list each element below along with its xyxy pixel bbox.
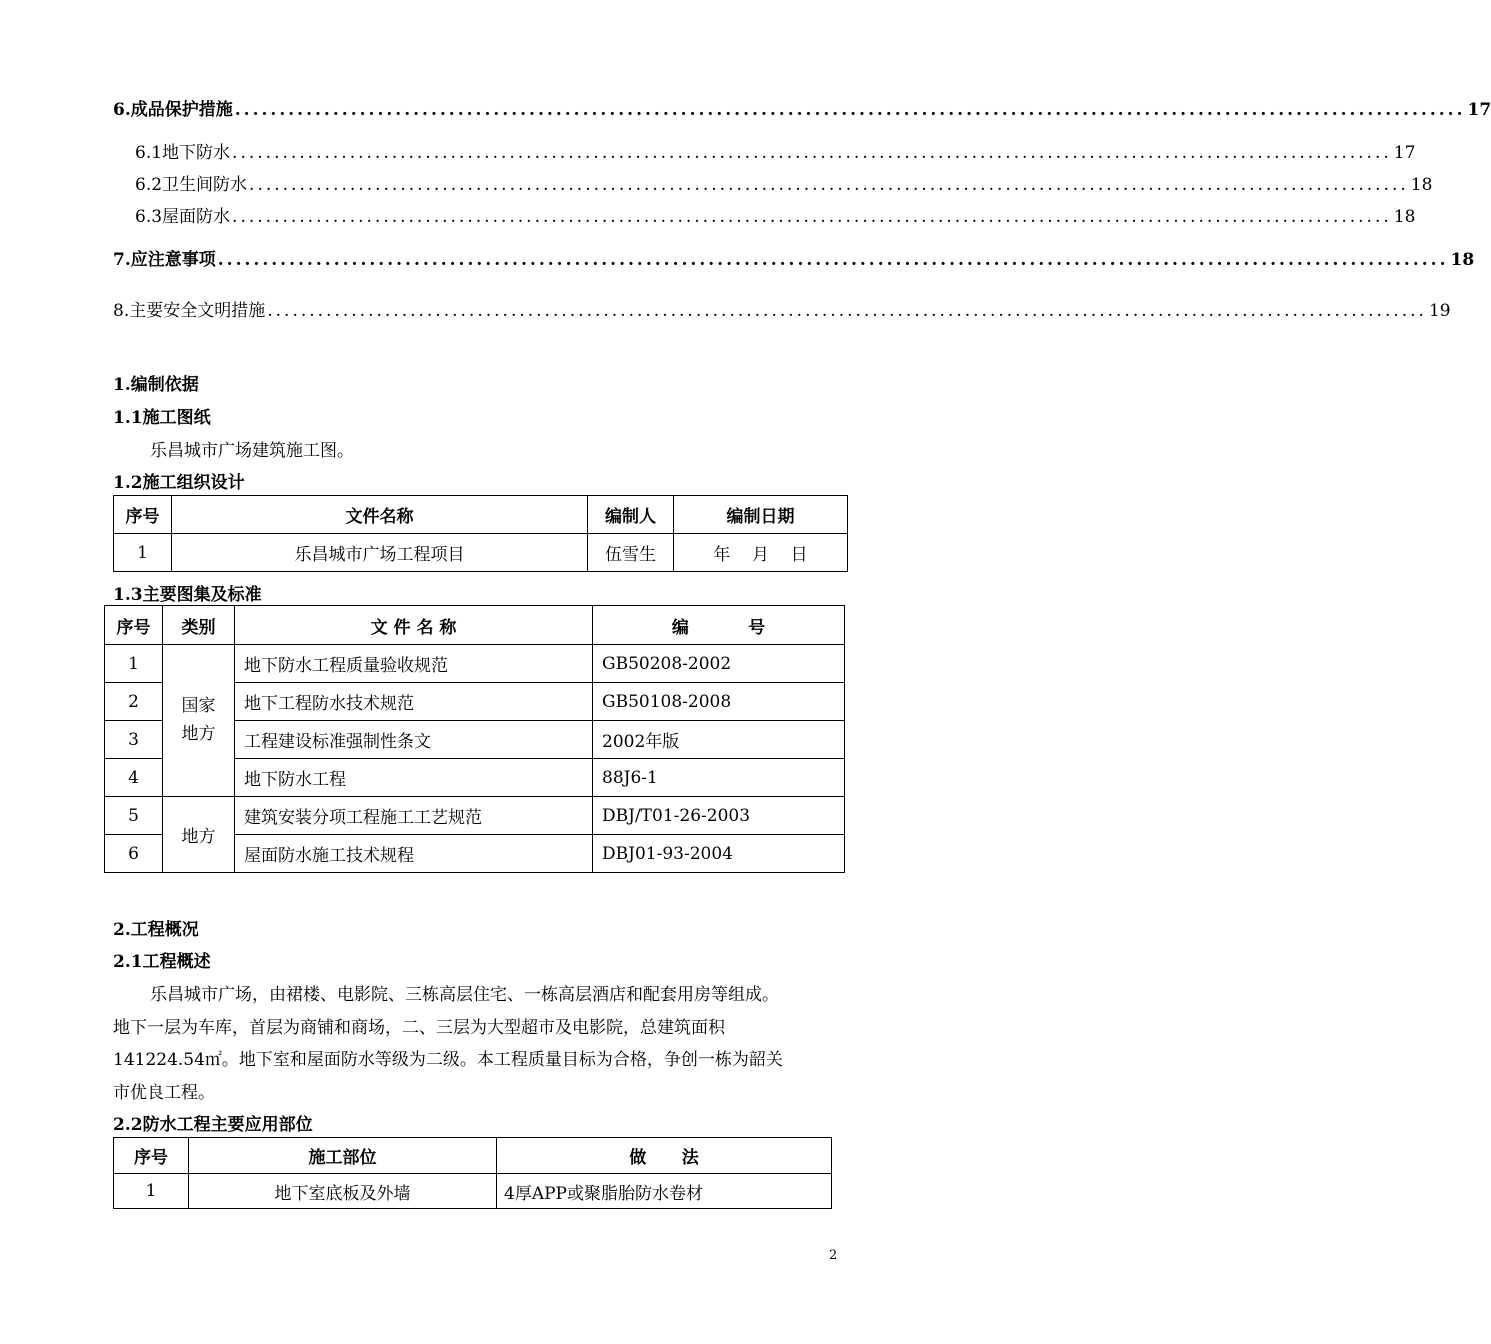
section-1-2-heading: 1.2施工组织设计	[113, 473, 245, 493]
toc-entry-title: 6.1地下防水	[135, 143, 231, 163]
toc-entry-title: 6.2卫生间防水	[135, 175, 248, 195]
toc-leader: ..........................................................................................................................................	[267, 301, 1427, 321]
table-row	[114, 534, 848, 572]
cell-category-local: 地方	[163, 797, 235, 873]
section-2-2-heading: 2.2防水工程主要应用部位	[113, 1115, 313, 1135]
cell-code: 2002年版	[593, 721, 845, 759]
cell-author: 伍雪生	[588, 534, 674, 572]
cell-file-name: 地下防水工程质量验收规范	[235, 645, 593, 683]
toc-entry-page: 17	[1467, 100, 1491, 120]
toc-entry-6-3[interactable]	[135, 202, 1416, 227]
cell-file-name: 地下防水工程	[235, 759, 593, 797]
cell-code: GB50108-2008	[593, 683, 845, 721]
cell-file-name: 乐昌城市广场工程项目	[172, 534, 588, 572]
header-method: 做 法	[497, 1138, 832, 1174]
toc-entry-6-2[interactable]	[135, 170, 1433, 195]
cell-no: 3	[105, 721, 163, 759]
cell-file-name: 工程建设标准强制性条文	[235, 721, 593, 759]
toc-entry-page: 17	[1393, 143, 1416, 163]
waterproof-application-table	[113, 1137, 832, 1209]
toc-entry-title: 6.成品保护措施	[113, 100, 233, 120]
standards-table	[104, 605, 845, 873]
cell-no: 4	[105, 759, 163, 797]
cell-location: 地下室底板及外墙	[189, 1174, 497, 1209]
overview-line-4: 市优良工程。	[113, 1083, 215, 1103]
header-category: 类别	[163, 606, 235, 645]
toc-leader: ..........................................................................................................................................	[232, 143, 1392, 163]
toc-leader: ..........................................................................................................................................	[217, 250, 1449, 270]
cell-file-name: 屋面防水施工技术规程	[235, 835, 593, 873]
header-file-name: 文 件 名 称	[235, 606, 593, 645]
header-file-name: 文件名称	[172, 496, 588, 534]
section-1-1-text: 乐昌城市广场建筑施工图。	[150, 441, 354, 461]
header-location: 施工部位	[189, 1138, 497, 1174]
header-no: 序号	[114, 496, 172, 534]
toc-entry-7[interactable]	[113, 245, 1475, 270]
toc-entry-page: 19	[1428, 301, 1451, 321]
cell-no: 2	[105, 683, 163, 721]
section-1-1-heading: 1.1施工图纸	[113, 408, 211, 428]
cell-date: 年 月 日	[674, 534, 848, 572]
section-2-1-heading: 2.1工程概述	[113, 952, 211, 972]
cell-no: 1	[105, 645, 163, 683]
toc-entry-page: 18	[1450, 250, 1475, 270]
toc-entry-6[interactable]	[113, 95, 1491, 120]
cell-no: 6	[105, 835, 163, 873]
organization-design-table	[113, 495, 848, 572]
header-code: 编 号	[593, 606, 845, 645]
cell-code: 88J6-1	[593, 759, 845, 797]
toc-entry-8[interactable]	[113, 296, 1451, 321]
overview-line-3: 141224.54㎡。地下室和屋面防水等级为二级。本工程质量目标为合格，争创一栋为韶关	[113, 1050, 783, 1070]
cell-code: DBJ/T01-26-2003	[593, 797, 845, 835]
header-no: 序号	[114, 1138, 189, 1174]
toc-leader: ..........................................................................................................................................	[249, 175, 1409, 195]
toc-leader: ..........................................................................................................................................	[232, 207, 1392, 227]
cell-no: 1	[114, 1174, 189, 1209]
cell-code: DBJ01-93-2004	[593, 835, 845, 873]
header-date: 编制日期	[674, 496, 848, 534]
cell-no: 5	[105, 797, 163, 835]
cell-file-name: 地下工程防水技术规范	[235, 683, 593, 721]
cell-code: GB50208-2002	[593, 645, 845, 683]
cell-file-name: 建筑安装分项工程施工工艺规范	[235, 797, 593, 835]
overview-line-1: 乐昌城市广场，由裙楼、电影院、三栋高层住宅、一栋高层酒店和配套用房等组成。	[150, 985, 779, 1005]
page-number: 2	[829, 1248, 838, 1263]
cell-category-national-local: 国家 地方	[163, 645, 235, 797]
table-row	[105, 645, 845, 683]
overview-line-2: 地下一层为车库，首层为商铺和商场，二、三层为大型超市及电影院，总建筑面积	[113, 1018, 725, 1038]
toc-leader: ..........................................................................................................................................	[234, 100, 1466, 120]
cell-no: 1	[114, 534, 172, 572]
toc-entry-page: 18	[1393, 207, 1416, 227]
toc-entry-title: 7.应注意事项	[113, 250, 216, 270]
section-1-3-heading: 1.3主要图集及标准	[113, 585, 262, 605]
toc-entry-title: 8.主要安全文明措施	[113, 301, 266, 321]
table-row	[114, 1174, 832, 1209]
cell-method: 4厚APP或聚脂胎防水卷材	[497, 1174, 832, 1209]
section-1-heading: 1.编制依据	[113, 375, 199, 395]
section-2-heading: 2.工程概况	[113, 920, 199, 940]
header-author: 编制人	[588, 496, 674, 534]
toc-entry-6-1[interactable]	[135, 138, 1416, 163]
toc-entry-title: 6.3屋面防水	[135, 207, 231, 227]
header-no: 序号	[105, 606, 163, 645]
toc-entry-page: 18	[1410, 175, 1433, 195]
table-row	[105, 797, 845, 835]
